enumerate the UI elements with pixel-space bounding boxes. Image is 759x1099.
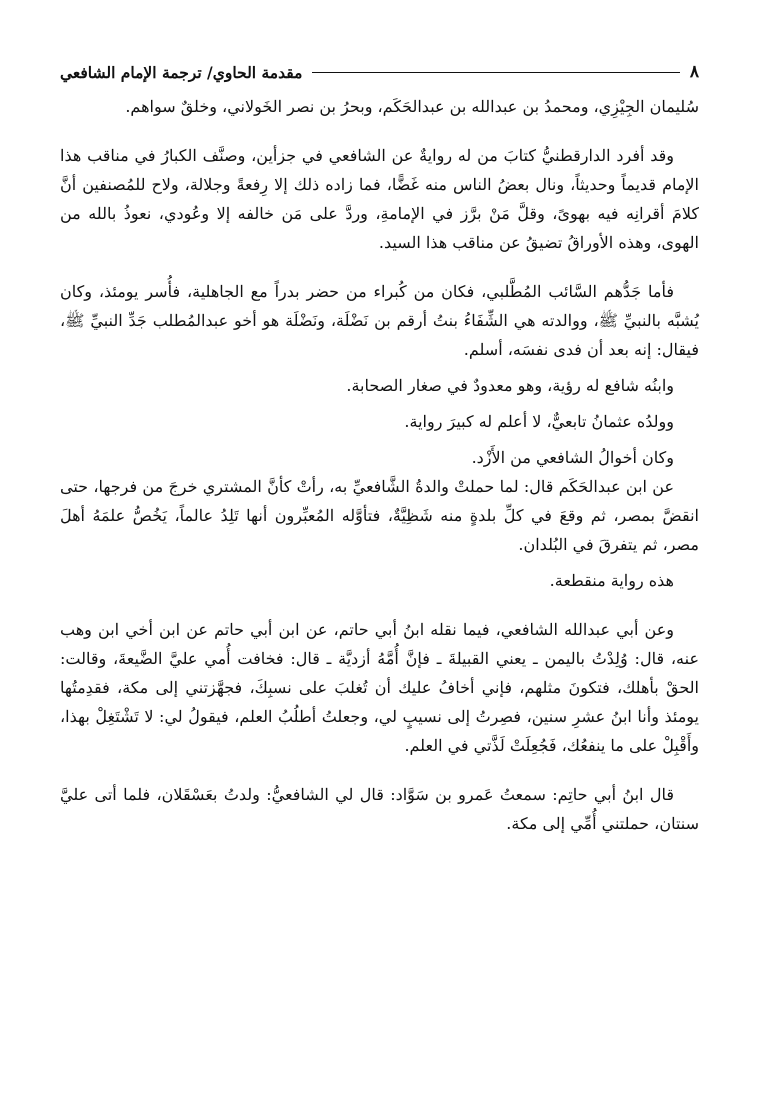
paragraph: هذه رواية منقطعة. xyxy=(549,571,674,590)
paragraph: قال ابنُ أبي حاتِم: سمعتُ عَمرو بن سَوَّاد: قال لي الشافعيُّ: ولدتُ بعَسْقَلان، فلما أتى عليَّ سنتان، حملتني أُمِّي إلى مكة. xyxy=(60,785,699,833)
paragraph: سُليمان الجِيْزِي، ومحمدُ بن عبدالله بن عبدالحَكَم، وبحرُ بن نصر الخَولاني، وخلقٌ سواهم. xyxy=(125,97,699,116)
paragraph: عن ابن عبدالحَكَم قال: لما حملتْ والدةُ الشَّافعيِّ به، رأتْ كأنَّ المشتري خرجَ من فرجها، حتى انقضَّ بمصر، ثم وقعَ في كلِّ بلدةٍ منه شَظِيَّةٌ، فتأوَّله المُعبِّرون أنها تَلِدُ عالماً، يَخُصُّ علمَهُ أهلَ مصر، ثم يتفرقَ في البُلدان. xyxy=(60,477,699,554)
running-title: مقدمة الحاوي/ ترجمة الإمام الشافعي xyxy=(60,62,303,82)
running-header xyxy=(60,58,699,86)
paragraph: فأما جَدُّهم السَّائب المُطَّلبي، فكان من كُبراء من حضر بدراً مع الجاهلية، فأُسر يومئذ، وكان يُشبَّه بالنبيِّ ﷺ، ووالدته هي الشِّفَاءُ بنتُ أرقم بن نَضْلَة، ونَضْلَة هو أخو عبدالمُطلب جَدِّ النبيِّ ﷺ، فيقال: إنه بعد أن فدى نفسَه، أسلم. xyxy=(60,282,699,359)
page-number: ٨ xyxy=(689,62,699,82)
paragraph: وابنُه شافع له رؤية، وهو معدودٌ في صغار الصحابة. xyxy=(346,376,674,395)
header-rule xyxy=(312,72,679,73)
body-text xyxy=(60,92,699,838)
paragraph: وقد أفرد الدارقطنيُّ كتابَ من له روايةٌ عن الشافعي في جزأين، وصنَّف الكبارُ في مناقب هذا الإمام قديماً وحديثاً، ونال بعضُ الناس منه غَضًّا، فما زاده ذلك إلا رِفعةً وجلالة، ولاح للمُصنفين أنَّ كلامَ أقرانِه فيه بهوىً، وقلَّ مَنْ برَّز في الإمامةِ، وردَّ على مَن خالفه إلا وعُودي، نعوذُ بالله من الهوى، وهذه الأوراقُ تضيقُ عن مناقب هذا السيد. xyxy=(60,146,699,252)
paragraph: وعن أبي عبدالله الشافعي، فيما نقله ابنُ أبي حاتم، عن ابن أبي حاتم عن ابن أخي ابن وهب عنه، قال: وُلِدْتُ باليمن ـ يعني القبيلةَ ـ فإنَّ أُمَّهُ أزديَّة ـ قال: فخافت أُمي عليَّ الضَّيعةَ، وقالت: الحقْ بأهلك، فتكونَ مثلهم، فإني أخافُ عليك أن تُغلبَ على نسبِكَ، فجهَّزتني إلى مكة، فقدِمتُها يومئذ وأنا ابنُ عشرِ سنين، فصِرتُ إلى نسيبٍ لي، وجعلتُ أطلُبُ العلم، فيقولُ لي: لا تَشْتَغِلْ بهذا، وأَقْبِلْ على ما ينفعُك، فَجُعِلَتْ لَذَّتي في العلم. xyxy=(60,620,699,755)
paragraph: وولدُه عثمانُ تابعيٌّ، لا أعلم له كبيرَ رواية. xyxy=(404,412,674,431)
paragraph: وكان أخوالُ الشافعي من الأَزْد. xyxy=(471,448,674,467)
